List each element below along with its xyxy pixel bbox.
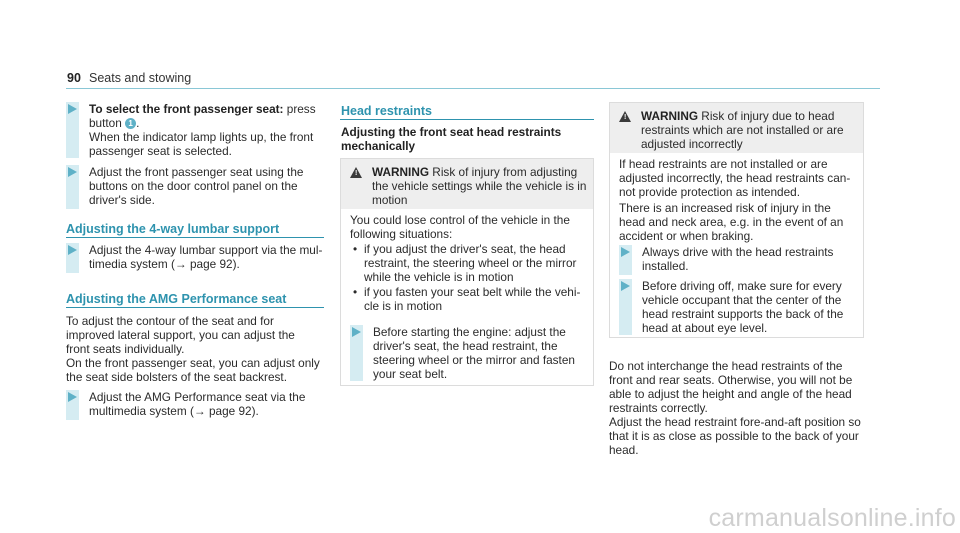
section-title: Seats and stowing [89,71,192,85]
step-text: steering wheel or the mirror and fasten [373,353,575,367]
step-before-driving-off [619,279,859,337]
warning-line: accident or when braking. [619,229,754,243]
warning-line: Risk of injury from adjusting [429,165,578,179]
step-text: Adjust the 4-way lumbar support via the mul- [89,243,323,257]
warning-label: WARNING [641,109,699,123]
page-number: 90 [67,71,81,85]
step-text: Before starting the engine: adjust the [373,325,566,339]
step-text: driver's seat, the head restraint, the [373,339,558,353]
warning-box-adjusting [340,158,594,386]
header-divider [66,88,880,89]
step-text: Adjust the front passenger seat using the [89,165,304,179]
step-text: installed. [642,259,689,273]
paragraph-line: able to adjust the height and angle of the head [609,387,852,401]
watermark: carmanualsonline.info [708,504,956,532]
section-divider [340,119,594,120]
step-text: When the indicator lamp lights up, the front [89,130,314,144]
step-lumbar-support [66,243,326,275]
lumbar-section-title: Adjusting the 4-way lumbar support [66,222,280,236]
paragraph-line: that it is as close as possible to the back of your [609,429,859,443]
section-divider [66,237,324,238]
warning-line: adjusted incorrectly, the head restraints can- [619,171,851,185]
step-arrow-icon [68,392,77,402]
step-arrow-icon [68,167,77,177]
step-text: your seat belt. [373,367,448,381]
step-text: button [89,116,126,130]
warning-line: following situations: [350,227,453,241]
step-arrow-icon [621,281,630,291]
paragraph-line: head. [609,443,639,457]
paragraph-line: On the front passenger seat, you can adjust only [66,356,320,370]
step-arrow-icon [68,245,77,255]
step-always-drive [619,245,859,277]
warning-line: head and neck area, e.g. in the event of an [619,215,844,229]
subheading [341,125,595,153]
warning-line: You could lose control of the vehicle in the [350,213,570,227]
step-text: . [136,116,140,130]
bullet-line: restraint, the steering wheel or the mirror [364,256,577,270]
warning-line: motion [372,193,408,207]
warning-box-head-restraints [609,102,864,338]
step-amg-seat [66,390,326,422]
warning-line: If head restraints are not installed or are [619,157,828,171]
step-text: press [283,102,316,116]
warning-line: the vehicle settings while the vehicle is in [372,179,587,193]
head-restraints-title: Head restraints [341,104,433,118]
warning-line: There is an increased risk of injury in the [619,201,831,215]
bullet-dot-icon: • [353,285,358,299]
warning-header-text [372,165,590,207]
warning-line: Risk of injury due to head [698,109,835,123]
paragraph-line: To adjust the contour of the seat and for [66,314,274,328]
bullet-line: cle is in motion [364,299,443,313]
warning-line: not provide protection as intended. [619,185,801,199]
step-text: head restraint supports the back of the [642,307,844,321]
warning-line: restraints which are not installed or are [641,123,844,137]
paragraph-line: front and rear seats. Otherwise, you will not be [609,373,853,387]
bullet-line: while the vehicle is in motion [364,270,514,284]
warning-label: WARNING [372,165,430,179]
step-arrow-icon [68,104,77,114]
warning-body [350,213,590,241]
step-text: Always drive with the head restraints [642,245,834,259]
bullet-item [353,285,589,313]
warning-header-text [641,109,859,151]
step-arrow-icon [352,327,361,337]
amg-section-title: Adjusting the AMG Performance seat [66,292,287,306]
warning-triangle-icon: ! [619,111,631,122]
warning-body [619,157,861,243]
paragraph-line: improved lateral support, you can adjust the [66,328,295,342]
bullet-dot-icon: • [353,242,358,256]
step-text: vehicle occupant that the center of the [642,293,842,307]
subheading-line: Adjusting the front seat head restraints [341,125,562,139]
step-bold-lead: To select the front passenger seat: [89,102,284,116]
bullet-line: if you adjust the driver's seat, the head [364,242,566,256]
step-text: timedia system (→ page 92). [89,257,240,271]
step-text: driver's side. [89,193,155,207]
section-divider [66,307,324,308]
step-before-starting [350,325,590,383]
interchange-paragraph [609,359,874,457]
step-text: head at about eye level. [642,321,768,335]
indicator-badge-icon: 1 [125,118,136,129]
step-text: Before driving off, make sure for every [642,279,842,293]
step-text: multimedia system (→ page 92). [89,404,259,418]
paragraph-line: Do not interchange the head restraints of the [609,359,843,373]
step-text: Adjust the AMG Performance seat via the [89,390,306,404]
step-adjust-passenger-seat [66,165,326,211]
paragraph-line: restraints correctly. [609,401,708,415]
amg-paragraph [66,314,328,384]
subheading-line: mechanically [341,139,416,153]
paragraph-line: front seats individually. [66,342,185,356]
paragraph-line: Adjust the head restraint fore-and-aft position so [609,415,861,429]
paragraph-line: the seat side bolsters of the seat backrest. [66,370,287,384]
step-arrow-icon [621,247,630,257]
step-text: passenger seat is selected. [89,144,232,158]
step-select-passenger-seat [66,102,326,162]
warning-triangle-icon: ! [350,167,362,178]
step-text: buttons on the door control panel on the [89,179,298,193]
bullet-line: if you fasten your seat belt while the vehi- [364,285,581,299]
warning-line: adjusted incorrectly [641,137,743,151]
bullet-item [353,242,589,284]
